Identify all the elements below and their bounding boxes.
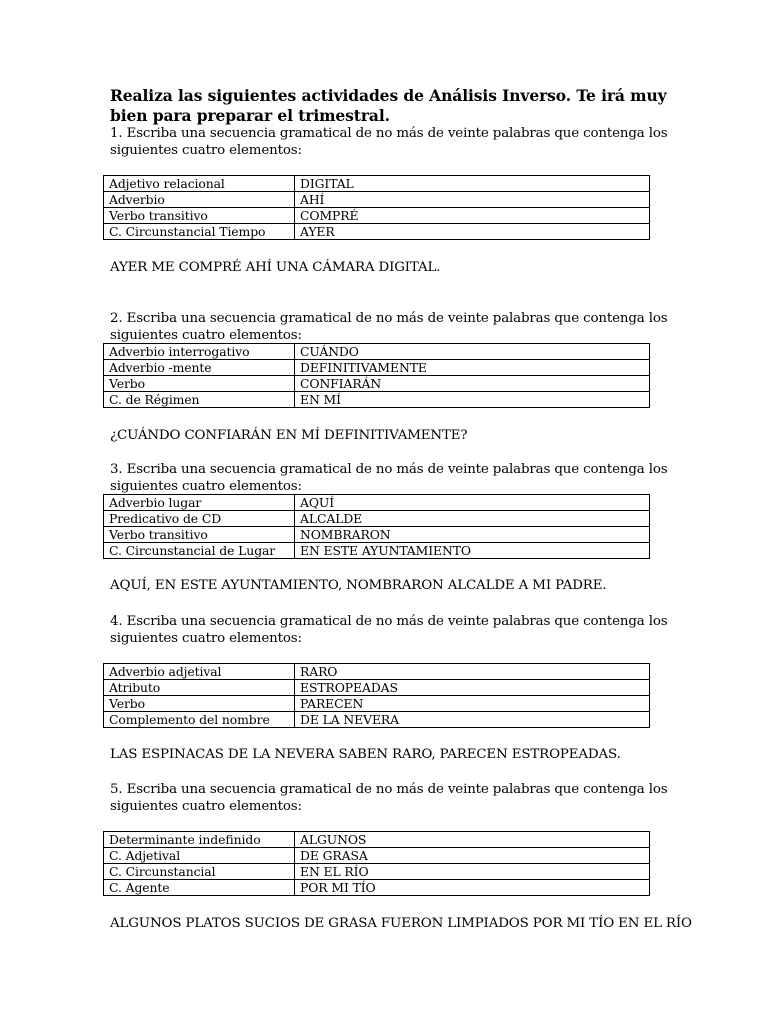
table-row bbox=[104, 192, 650, 208]
table-row bbox=[104, 344, 650, 360]
element-label: Predicativo de CD bbox=[104, 511, 295, 527]
element-label: Verbo bbox=[104, 696, 295, 712]
table-row bbox=[104, 664, 650, 680]
element-value: ALGUNOS bbox=[295, 832, 650, 848]
page-title: Realiza las siguientes actividades de Análisis Inverso. Te irá muy bien para preparar el trimestral. bbox=[110, 86, 667, 125]
element-value: DEFINITIVAMENTE bbox=[295, 360, 650, 376]
exercise-3-answer: AQUÍ, EN ESTE AYUNTAMIENTO, NOMBRARON ALCALDE A MI PADRE. bbox=[110, 578, 607, 593]
exercise-2-prompt: 2. Escriba una secuencia gramatical de no más de veinte palabras que contenga los siguientes cuatro elementos: bbox=[110, 311, 668, 343]
element-value: ALCALDE bbox=[295, 511, 650, 527]
element-label: Verbo transitivo bbox=[104, 208, 295, 224]
element-value: DE LA NEVERA bbox=[295, 712, 650, 728]
table-row bbox=[104, 680, 650, 696]
element-label: Adverbio interrogativo bbox=[104, 344, 295, 360]
exercise-5-prompt: 5. Escriba una secuencia gramatical de no más de veinte palabras que contenga los siguientes cuatro elementos: bbox=[110, 782, 668, 814]
exercise-4-prompt: 4. Escriba una secuencia gramatical de no más de veinte palabras que contenga los siguientes cuatro elementos: bbox=[110, 614, 668, 646]
table-row bbox=[104, 224, 650, 240]
element-label: Verbo bbox=[104, 376, 295, 392]
element-label: Adverbio -mente bbox=[104, 360, 295, 376]
table-row bbox=[104, 864, 650, 880]
table-row bbox=[104, 848, 650, 864]
element-label: Verbo transitivo bbox=[104, 527, 295, 543]
table-row bbox=[104, 712, 650, 728]
table-row bbox=[104, 176, 650, 192]
exercise-4-answer: LAS ESPINACAS DE LA NEVERA SABEN RARO, PARECEN ESTROPEADAS. bbox=[110, 747, 621, 762]
element-label: C. Agente bbox=[104, 880, 295, 896]
element-label: C. Circunstancial de Lugar bbox=[104, 543, 295, 559]
element-value: AQUÍ bbox=[295, 495, 650, 511]
element-value: DE GRASA bbox=[295, 848, 650, 864]
table-row bbox=[104, 832, 650, 848]
exercise-2-answer: ¿CUÁNDO CONFIARÁN EN MÍ DEFINITIVAMENTE? bbox=[110, 428, 468, 443]
exercise-3-table bbox=[103, 494, 650, 559]
exercise-1-answer: AYER ME COMPRÉ AHÍ UNA CÁMARA DIGITAL. bbox=[110, 260, 441, 275]
element-label: Adverbio adjetival bbox=[104, 664, 295, 680]
element-label: Adverbio bbox=[104, 192, 295, 208]
table-row bbox=[104, 376, 650, 392]
element-value: DIGITAL bbox=[295, 176, 650, 192]
exercise-4-table bbox=[103, 663, 650, 728]
element-value: CONFIARÁN bbox=[295, 376, 650, 392]
table-row bbox=[104, 208, 650, 224]
element-value: COMPRÉ bbox=[295, 208, 650, 224]
element-value: EN EL RÍO bbox=[295, 864, 650, 880]
element-value: CUÁNDO bbox=[295, 344, 650, 360]
element-value: RARO bbox=[295, 664, 650, 680]
exercise-1-table bbox=[103, 175, 650, 240]
table-row bbox=[104, 511, 650, 527]
element-label: C. Circunstancial Tiempo bbox=[104, 224, 295, 240]
exercise-5-table bbox=[103, 831, 650, 896]
element-value: EN ESTE AYUNTAMIENTO bbox=[295, 543, 650, 559]
exercise-2-table bbox=[103, 343, 650, 408]
table-row bbox=[104, 392, 650, 408]
element-label: Atributo bbox=[104, 680, 295, 696]
table-row bbox=[104, 527, 650, 543]
exercise-1-prompt: 1. Escriba una secuencia gramatical de no más de veinte palabras que contenga los siguientes cuatro elementos: bbox=[110, 126, 668, 158]
element-label: Complemento del nombre bbox=[104, 712, 295, 728]
element-value: AYER bbox=[295, 224, 650, 240]
table-row bbox=[104, 360, 650, 376]
element-value: NOMBRARON bbox=[295, 527, 650, 543]
element-value: ESTROPEADAS bbox=[295, 680, 650, 696]
element-label: Adverbio lugar bbox=[104, 495, 295, 511]
element-label: Adjetivo relacional bbox=[104, 176, 295, 192]
exercise-5-answer: ALGUNOS PLATOS SUCIOS DE GRASA FUERON LIMPIADOS POR MI TÍO EN EL RÍO bbox=[110, 916, 692, 931]
element-value: PARECEN bbox=[295, 696, 650, 712]
table-row bbox=[104, 696, 650, 712]
element-value: POR MI TÍO bbox=[295, 880, 650, 896]
exercise-3-prompt: 3. Escriba una secuencia gramatical de no más de veinte palabras que contenga los siguientes cuatro elementos: bbox=[110, 462, 668, 494]
table-row bbox=[104, 543, 650, 559]
element-label: C. de Régimen bbox=[104, 392, 295, 408]
element-label: C. Adjetival bbox=[104, 848, 295, 864]
table-row bbox=[104, 880, 650, 896]
element-value: EN MÍ bbox=[295, 392, 650, 408]
element-label: C. Circunstancial bbox=[104, 864, 295, 880]
table-row bbox=[104, 495, 650, 511]
element-value: AHÍ bbox=[295, 192, 650, 208]
element-label: Determinante indefinido bbox=[104, 832, 295, 848]
